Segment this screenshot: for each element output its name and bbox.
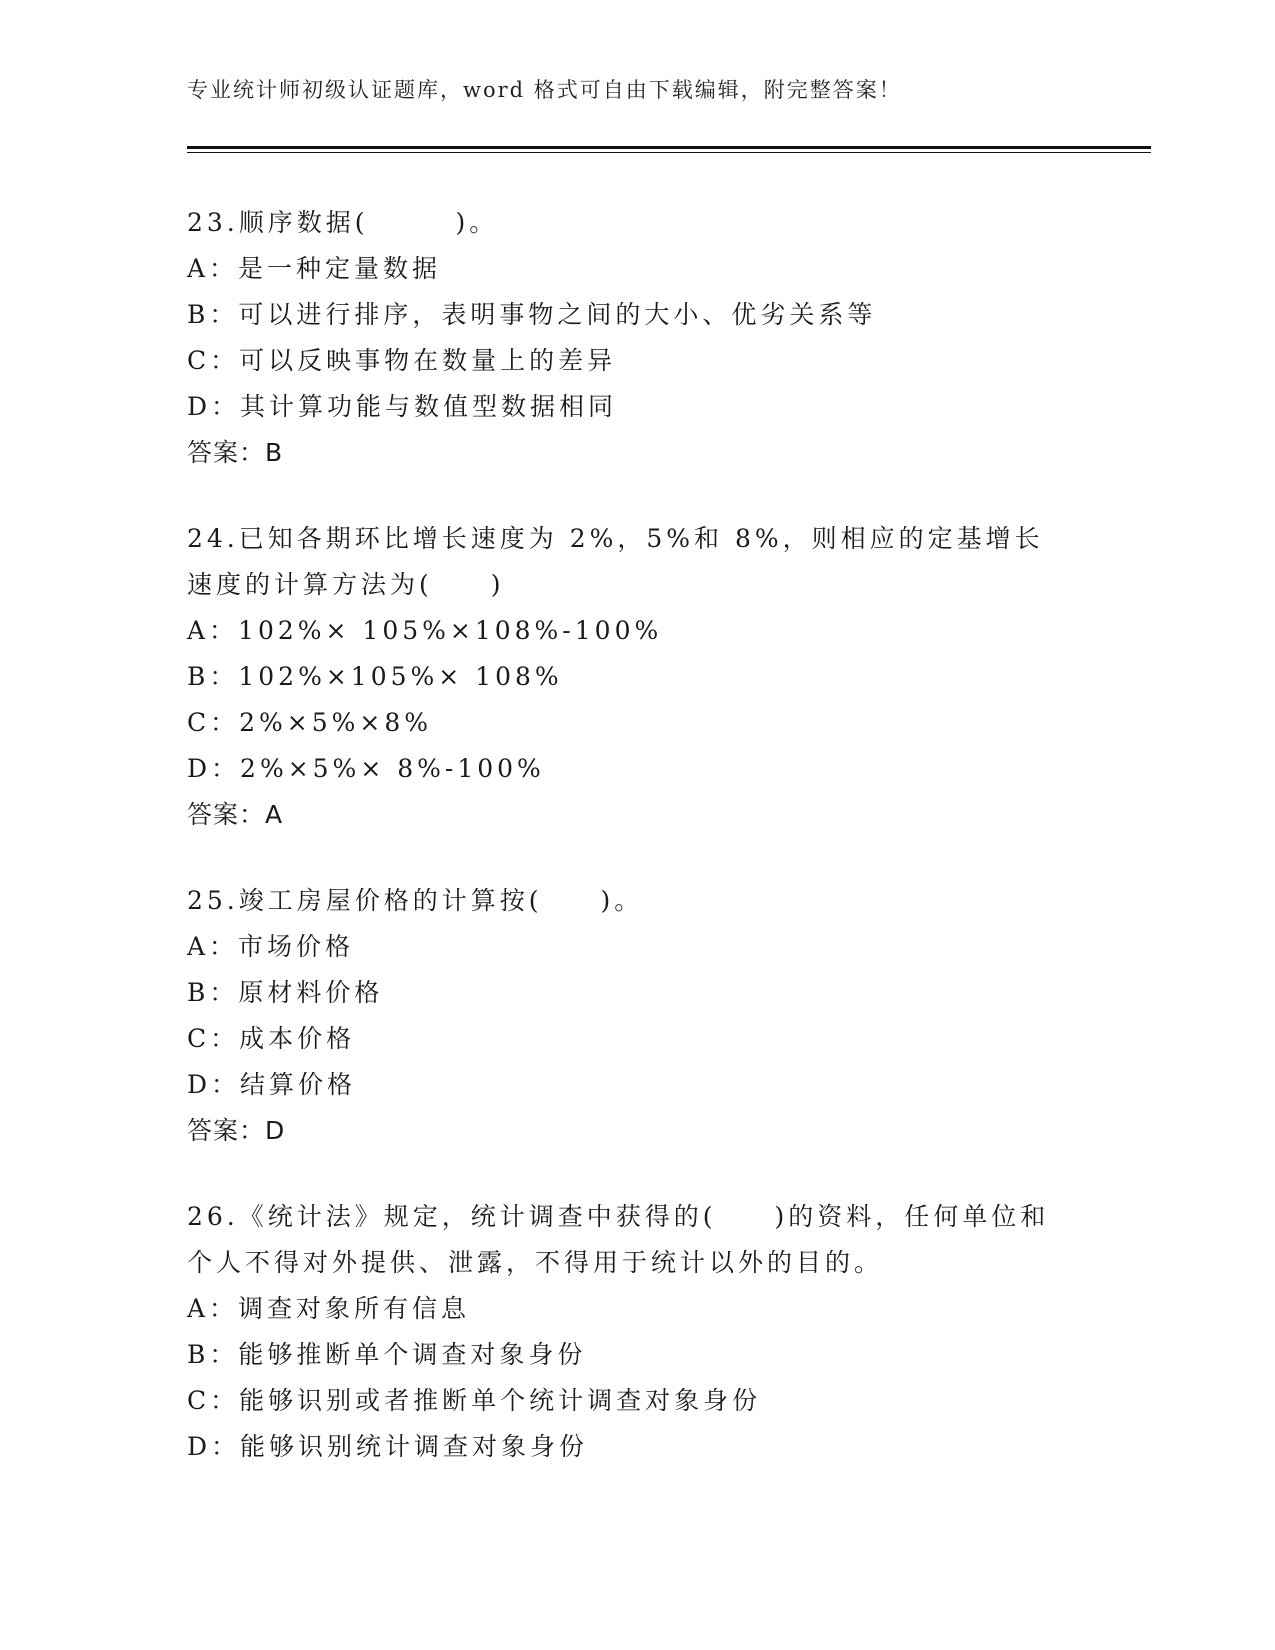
question-stem: 23.顺序数据( )。 [187, 208, 499, 237]
question-23 [187, 200, 1067, 476]
question-26 [187, 1194, 1067, 1470]
option-c: C：能够识别或者推断单个统计调查对象身份 [187, 1386, 762, 1415]
option-d: D：其计算功能与数值型数据相同 [187, 392, 618, 421]
answer: 答案：D [187, 1116, 286, 1145]
question-stem: 26.《统计法》规定，统计调查中获得的( )的资料，任何单位和个人不得对外提供、泄露，不得用于统计以外的目的。 [187, 1202, 1050, 1277]
option-a: A：是一种定量数据 [187, 254, 442, 283]
answer: 答案：A [187, 800, 284, 829]
option-c: C：成本价格 [187, 1024, 356, 1053]
option-a: A：102%× 105%×108%-100% [187, 616, 663, 645]
option-a: A：市场价格 [187, 932, 355, 961]
option-a: A：调查对象所有信息 [187, 1294, 471, 1323]
option-c: C：2%×5%×8% [187, 708, 433, 737]
question-24 [187, 516, 1067, 838]
option-b: B：原材料价格 [187, 978, 384, 1007]
option-b: B：102%×105%× 108% [187, 662, 563, 691]
page-header: 专业统计师初级认证题库，word 格式可自由下载编辑，附完整答案！ [187, 78, 902, 102]
question-stem: 25.竣工房屋价格的计算按( )。 [187, 886, 644, 915]
option-d: D：结算价格 [187, 1070, 357, 1099]
question-list [187, 200, 1067, 1510]
header-divider-thick [187, 146, 1151, 149]
option-b: B：可以进行排序，表明事物之间的大小、优劣关系等 [187, 300, 877, 329]
question-stem: 24.已知各期环比增长速度为 2%，5%和 8%，则相应的定基增长速度的计算方法为( ) [187, 524, 1044, 599]
option-b: B：能够推断单个调查对象身份 [187, 1340, 587, 1369]
answer: 答案：B [187, 438, 284, 467]
header-divider-thin [187, 152, 1151, 153]
option-d: D：2%×5%× 8%-100% [187, 754, 545, 783]
option-c: C：可以反映事物在数量上的差异 [187, 346, 617, 375]
question-25 [187, 878, 1067, 1154]
option-d: D：能够识别统计调查对象身份 [187, 1432, 589, 1461]
